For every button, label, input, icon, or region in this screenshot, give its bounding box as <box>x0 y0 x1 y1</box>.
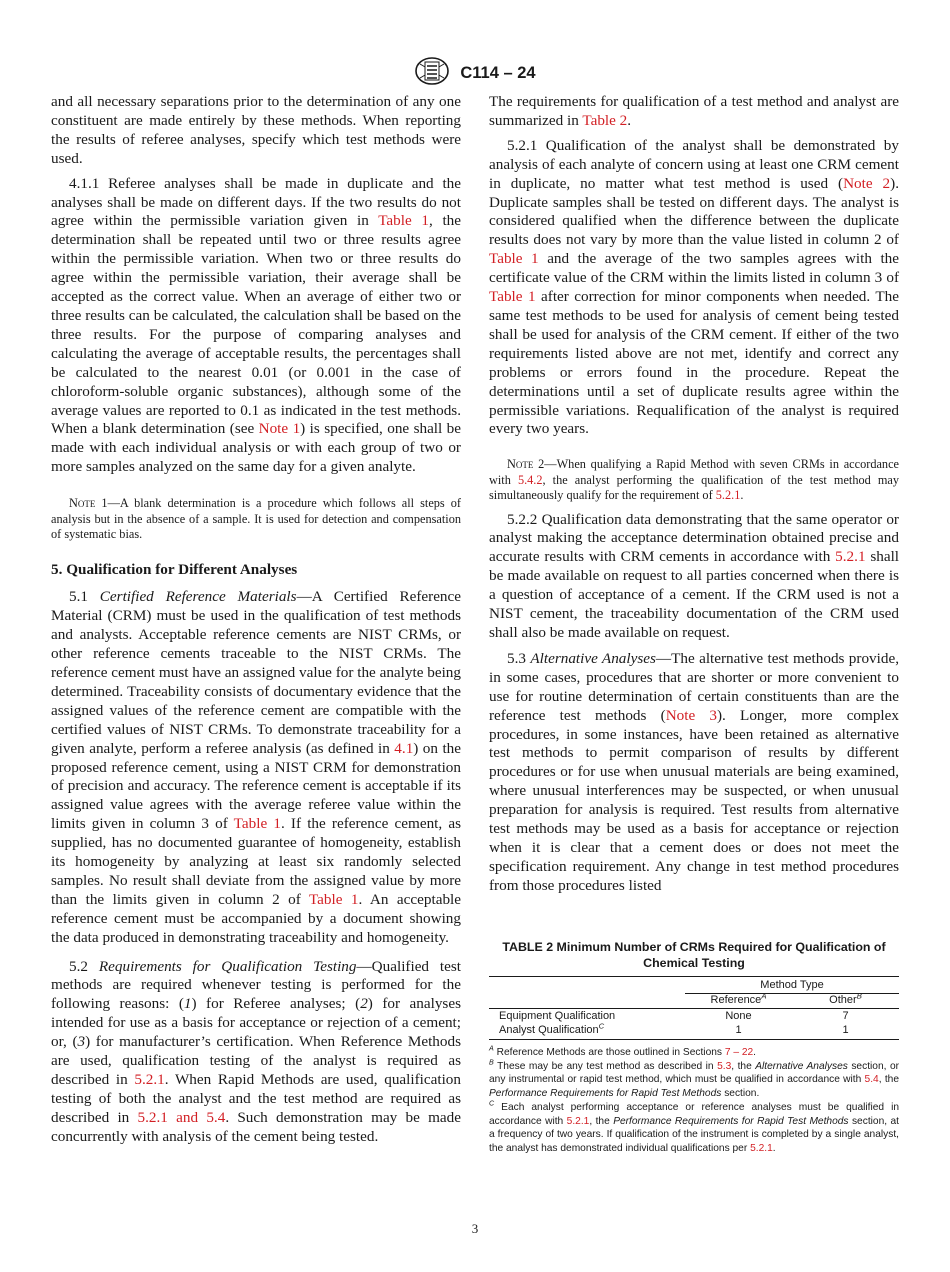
table-bottom-rule <box>489 1039 899 1040</box>
page-header <box>0 56 950 91</box>
link-5-2-1[interactable]: 5.2.1 <box>835 548 866 566</box>
link-5-4-2[interactable]: 5.4.2 <box>517 472 543 487</box>
right-column <box>489 93 899 896</box>
paragraph-summary: The requirements for qualification of a test method and analyst are summarized in Table 2. <box>489 93 899 129</box>
link-5-2-1[interactable]: 5.2.1 <box>750 1142 773 1154</box>
link-note-1[interactable]: Note 1 <box>258 420 301 438</box>
paragraph-5-2: 5.2 Requirements for Qualification Testing—Qualified test methods are required whenever testing is performed for the following reasons: (1) for Referee analyses; (2) for analyses intended for use as a basis for acceptance or rejection of a cement; or, (3) for manufacturer’s certification. When Reference Methods are used, qualification testing of the analyst is required as described in 5.2.1. When Rapid Methods are used, qualification testing of both the analyst and the test method are required as described in 5.2.1 and 5.4. Such demonstration may be made concurrently with analysis of the cement being tested. <box>51 957 461 1145</box>
row-label: Analyst Qualification$^C$ <box>499 1021 605 1036</box>
link-4-1[interactable]: 4.1 <box>394 739 414 757</box>
page-number: 3 <box>471 1221 479 1236</box>
column-header-other: Other$^B$ <box>829 991 862 1006</box>
link-5-4[interactable]: 5.4 <box>864 1074 879 1086</box>
document-code: C114 – 24 <box>460 64 536 82</box>
table-2 <box>489 940 899 1156</box>
cell-other: 1 <box>842 1024 849 1036</box>
link-note-2[interactable]: Note 2 <box>843 174 891 192</box>
paragraph-5-2-1: 5.2.1 Qualification of the analyst shall be demonstrated by analysis of each analyte of concern using at least one CRM cement in duplicate, no matter what test method is used (Note 2). Duplicate samples shall be tested on different days. The analyst is considered qualified when the difference between the duplicate results does not vary by more than the value listed in column 2 of Table 1 and the average of the two samples agrees with the certificate value of the CRM within the limits listed in column 3 of Table 1 after correction for minor components when needed. The same test methods to be used for analysis of cement being tested shall be used for analysis of the CRM cement. If either of the two requirements listed above are not met, identify and correct any problems or errors found in the procedure. Repeat the determinations until a set of duplicate results agree within the permissible variations. Requalification of the analyst is required every two years. <box>489 136 900 438</box>
astm-logo-icon <box>414 56 450 91</box>
note-2: Note 2—When qualifying a Rapid Method with seven CRMs in accordance with 5.4.2, the analyst performing the qualification of the test method may simultaneously qualify for the requirement of 5.2.1. <box>489 457 900 503</box>
note-1: Note 1—A blank determination is a procedure which follows all steps of analysis but in the absence of a sample. It is used for detection and compensation of systematic bias. <box>51 496 461 541</box>
cell-reference: 1 <box>735 1024 742 1036</box>
link-5-2-1[interactable]: 5.2.1 <box>566 1115 590 1127</box>
link-5-2-1-and-5-4[interactable]: 5.2.1 and 5.4 <box>137 1108 226 1126</box>
footnote-c: $^C$ Each analyst performing acceptance or reference analyses must be qualified in accordance with 5.2.1, the Performance Requirements for Rapid Test Methods section, at a frequency of two years. If qualification of the instrument is completed by a single analyst, the analyst has demonstrated individual qualifications per 5.2.1. <box>489 1099 899 1154</box>
link-table-1[interactable]: Table 1 <box>233 815 281 833</box>
column-header-reference: Reference$^A$ <box>710 991 767 1006</box>
link-table-1[interactable]: Table 1 <box>489 288 536 306</box>
section-heading: 5. Qualification for Different Analyses <box>51 561 298 579</box>
table-2-title: TABLE 2 Minimum Number of CRMs Required for Qualification of Chemical Testing <box>502 940 886 970</box>
footnote-a: $^A$ Reference Methods are those outlined in Sections 7 – 22. <box>489 1044 756 1058</box>
left-column <box>51 93 461 1147</box>
link-5-3[interactable]: 5.3 <box>717 1060 732 1072</box>
cell-reference: None <box>725 1010 752 1022</box>
paragraph-5-2-2: 5.2.2 Qualification data demonstrating that the same operator or analyst making the acceptance determination obtained precise and accurate results with CRM cements in accordance with 5.2.1 shall be made available on request to all parties concerned when there is a question of acceptance of a cement. If the CRM used is not a NIST cement, the traceability documentation of the CRM used shall also be made available on request. <box>489 510 900 641</box>
paragraph-5-3: 5.3 Alternative Analyses—The alternative test methods provide, in some cases, procedures that are shorter or more convenient to use for routine determination of certain constituents than are the reference test methods (Note 3). Longer, more complex procedures, in some instances, have been retained as alternative test methods to permit comparison of results by different procedures or for use when unusual materials are being examined, where unusual interferences may be suspected, or when unusual preparation for analysis is required. Test results from alternative test methods may be used as a basis for acceptance or rejection when it is clear that a cement does or does not meet the specification requirement. Any change in test method procedures from those procedures listed <box>489 649 900 894</box>
link-sections-7-22[interactable]: 7 – 22 <box>724 1047 754 1058</box>
paragraph-5-1: 5.1 Certified Reference Materials—A Certified Reference Material (CRM) must be used in the qualification of test methods and analysts. Acceptable reference cements are NIST CRMs, or other reference cements traceable to the NIST CRMs. The reference cement must have an assigned value for the analyte being determined. Traceability consists of documentary evidence that the assigned values of the reference cement are compatible with the certified values of NIST CRMs. To demonstrate traceability for a given analyte, perform a referee analysis (as defined in 4.1) on the proposed reference cement, using a NIST CRM for demonstration of precision and accuracy. The reference cement is acceptable if its assigned value agrees with the average referee value within the limits given in column 3 of Table 1. If the reference cement, as supplied, has no documented guarantee of homogeneity, establish its homogeneity by analyzing at least six randomly selected samples. No result shall deviate from the assigned value by more than the limits given in column 2 of Table 1. An acceptable reference cement must be accompanied by a document showing the data produced in demonstrating traceability and homogeneity. <box>51 588 462 946</box>
link-table-1[interactable]: Table 1 <box>489 250 539 268</box>
link-table-2[interactable]: Table 2 <box>582 111 628 129</box>
link-note-3[interactable]: Note 3 <box>665 706 717 724</box>
paragraph-4-1-1: 4.1.1 Referee analyses shall be made in duplicate and the analyses shall be made on different days. If the two results do not agree within the permissible variation given in Table 1, the determination shall be repeated until two or three results agree within the permissible variation. When two or three results do agree within the permissible variation, their average shall be accepted as the correct value. When an average of either two or three results can be calculated, the calculation shall be based on the three results. For the purpose of comparing analyses and calculating the average of acceptable results, the percentages shall be calculated to the nearest 0.01 (or 0.001 in the case of chloroform-soluble organic substances), although some of the average values are reported to 0.1 as indicated in the test methods. When a blank determination (see Note 1) is specified, one shall be made with each individual analysis or with each group of two or more samples analyzed on the same day for a given analyte. <box>51 174 462 476</box>
footnote-b: $^B$ These may be any test method as described in 5.3, the Alternative Analyses section, or any instrumental or rapid test method, which must be qualified in accordance with 5.4, the Performance Requirements for Rapid Test Methods section. <box>489 1058 899 1100</box>
group-header: Method Type <box>760 979 824 991</box>
paragraph-continuation: and all necessary separations prior to the determination of any one constituent are made entirely by these methods. When reporting the results of referee analyses, specify which test methods were used. <box>51 93 461 167</box>
link-5-2-1[interactable]: 5.2.1 <box>134 1071 165 1088</box>
link-table-1[interactable]: Table 1 <box>378 212 429 230</box>
cell-other: 7 <box>842 1010 849 1022</box>
table-2-body <box>489 976 899 1037</box>
header-rule <box>489 1008 899 1009</box>
table-footnotes <box>489 1046 899 1156</box>
link-table-1[interactable]: Table 1 <box>308 890 359 908</box>
row-label: Equipment Qualification <box>499 1010 616 1022</box>
link-5-2-1[interactable]: 5.2.1 <box>715 488 741 503</box>
